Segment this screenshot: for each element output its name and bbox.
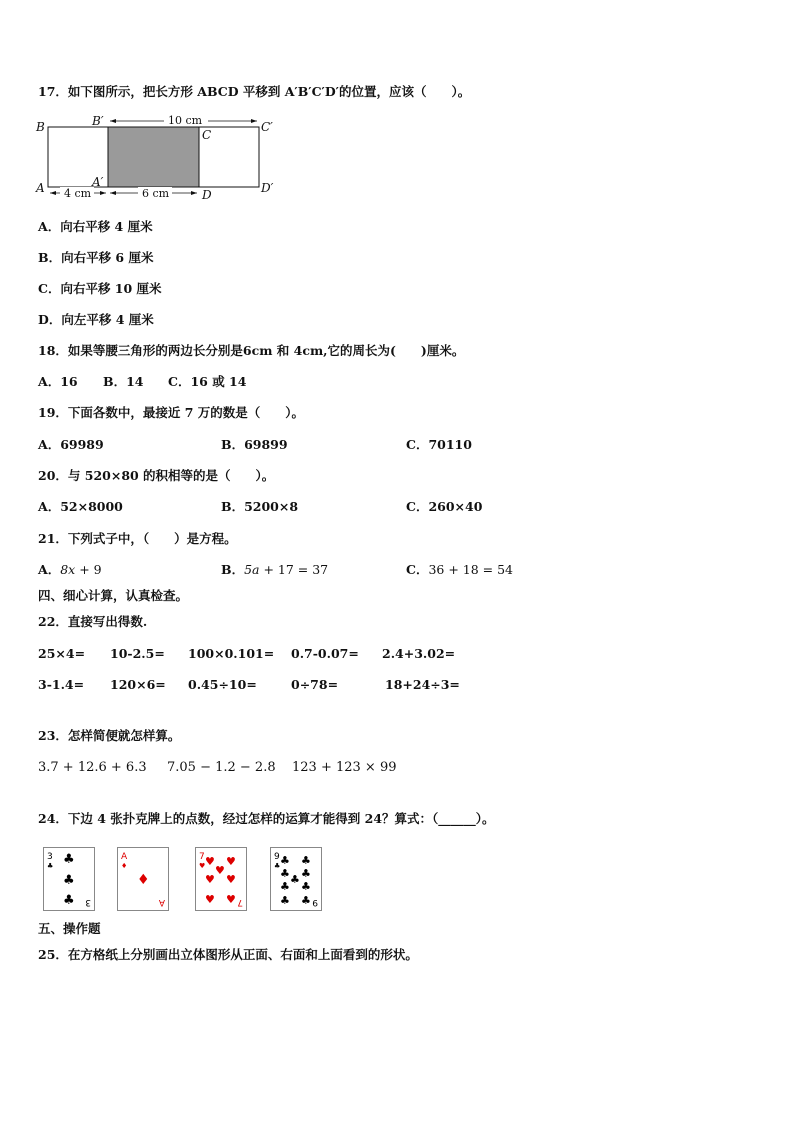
q19-stem: 19．下面各数中，最接近 7 万的数是（ ）。 xyxy=(38,405,305,420)
club-icon: ♣ xyxy=(301,854,311,867)
label-Ap: A′ xyxy=(92,175,104,189)
section-5-heading: 五、操作题 xyxy=(38,921,101,936)
svg-text:♦: ♦ xyxy=(121,862,128,870)
svg-text:A: A xyxy=(158,897,165,907)
q21-option-a: A．8x + 9 xyxy=(38,562,102,577)
heart-icon: ♥ xyxy=(205,855,215,868)
calc-item: 3-1.4= xyxy=(38,677,85,692)
club-icon: ♣ xyxy=(290,873,300,886)
club-icon: ♣ xyxy=(63,893,75,908)
q17-option-a: A．向右平移 4 厘米 xyxy=(38,219,153,234)
q19-option-c: C．70110 xyxy=(406,437,472,452)
q23-stem: 23．怎样简便就怎样算。 xyxy=(38,728,181,743)
calc-item: 0.45÷10= xyxy=(188,677,257,692)
club-icon: ♣ xyxy=(280,854,290,867)
calc-item: 0÷78= xyxy=(291,677,339,692)
heart-icon: ♥ xyxy=(215,864,225,877)
heart-icon: ♥ xyxy=(226,855,236,868)
svg-text:7: 7 xyxy=(199,852,205,862)
q17-option-d: D．向左平移 4 厘米 xyxy=(38,312,154,327)
label-C: C xyxy=(202,128,212,142)
shaded-overlap xyxy=(108,127,199,187)
club-icon: ♣ xyxy=(301,880,311,893)
svg-text:♣: ♣ xyxy=(274,862,281,870)
svg-text:♥: ♥ xyxy=(199,862,206,870)
simplify-expr: 123 + 123 × 99 xyxy=(292,760,397,775)
club-icon: ♣ xyxy=(63,852,75,867)
calc-item: 25×4= xyxy=(38,646,86,661)
q20-option-c: C．260×40 xyxy=(406,499,483,514)
calc-item: 10-2.5= xyxy=(110,646,165,661)
heart-icon: ♥ xyxy=(226,873,236,886)
svg-text:9: 9 xyxy=(312,897,318,907)
label-D: D xyxy=(202,188,212,202)
calc-item: 100×0.101= xyxy=(188,646,275,661)
section-4-heading: 四、细心计算，认真检查。 xyxy=(38,588,189,603)
calc-item: 2.4+3.02= xyxy=(382,646,456,661)
q25-stem: 25．在方格纸上分别画出立体图形从正面、右面和上面看到的形状。 xyxy=(38,947,418,962)
playing-card-3-clubs xyxy=(43,847,95,911)
simplify-expr: 7.05 − 1.2 − 2.8 xyxy=(167,760,276,775)
club-icon: ♣ xyxy=(301,867,311,880)
calc-item: 0.7-0.07= xyxy=(291,646,359,661)
svg-text:7: 7 xyxy=(237,897,243,907)
q18-option-c: C．16 或 14 xyxy=(168,374,247,389)
heart-icon: ♥ xyxy=(226,893,236,906)
club-icon: ♣ xyxy=(280,894,290,907)
dim-left: 4 cm xyxy=(64,187,92,200)
q18-option-a: A．16 xyxy=(38,374,78,389)
dim-top: 10 cm xyxy=(168,114,203,127)
club-icon: ♣ xyxy=(280,880,290,893)
calc-item: 18+24÷3= xyxy=(385,677,460,692)
q21-option-b: B．5a + 17 = 37 xyxy=(221,562,329,577)
q21-stem: 21．下列式子中，（ ）是方程。 xyxy=(38,531,237,546)
q20-option-a: A．52×8000 xyxy=(38,499,123,514)
svg-text:♣: ♣ xyxy=(47,862,54,870)
label-A: A xyxy=(36,181,45,195)
q18-stem: 18．如果等腰三角形的两边长分别是6cm 和 4cm,它的周长为( )厘米。 xyxy=(38,343,465,358)
heart-icon: ♥ xyxy=(205,893,215,906)
q19-option-a: A．69989 xyxy=(38,437,104,452)
q17-option-b: B．向右平移 6 厘米 xyxy=(38,250,154,265)
playing-card-ace-diamonds xyxy=(117,847,169,911)
q20-stem: 20．与 520×80 的积相等的是（ ）。 xyxy=(38,468,275,483)
svg-text:A: A xyxy=(121,852,128,862)
playing-card-7-hearts xyxy=(195,847,247,911)
q17-option-c: C．向右平移 10 厘米 xyxy=(38,281,162,296)
playing-card-9-clubs xyxy=(270,847,322,911)
q20-option-b: B．5200×8 xyxy=(221,499,299,514)
club-icon: ♣ xyxy=(280,867,290,880)
calc-item: 120×6= xyxy=(110,677,166,692)
label-Cp: C′ xyxy=(261,120,273,134)
label-Bp: B′ xyxy=(92,114,104,128)
dim-mid: 6 cm xyxy=(142,187,170,200)
svg-text:9: 9 xyxy=(274,852,280,862)
label-Dp: D′ xyxy=(261,181,274,195)
club-icon: ♣ xyxy=(63,873,75,888)
svg-text:3: 3 xyxy=(47,852,53,862)
simplify-expr: 3.7 + 12.6 + 6.3 xyxy=(38,760,147,775)
translation-figure xyxy=(34,112,284,204)
heart-icon: ♥ xyxy=(205,873,215,886)
label-B: B xyxy=(36,120,45,134)
q18-option-b: B．14 xyxy=(103,374,144,389)
club-icon: ♣ xyxy=(301,894,311,907)
q22-stem: 22．直接写出得数. xyxy=(38,614,148,629)
svg-text:3: 3 xyxy=(85,897,91,907)
q19-option-b: B．69899 xyxy=(221,437,288,452)
q17-stem: 17．如下图所示，把长方形 ABCD 平移到 A′B′C′D′的位置，应该（ ）。 xyxy=(38,84,471,99)
q21-option-c: C．36 + 18 = 54 xyxy=(406,562,514,577)
diamond-icon: ♦ xyxy=(137,872,150,888)
q24-stem: 24．下边 4 张扑克牌上的点数，经过怎样的运算才能得到 24？算式：（______）。 xyxy=(38,811,495,826)
